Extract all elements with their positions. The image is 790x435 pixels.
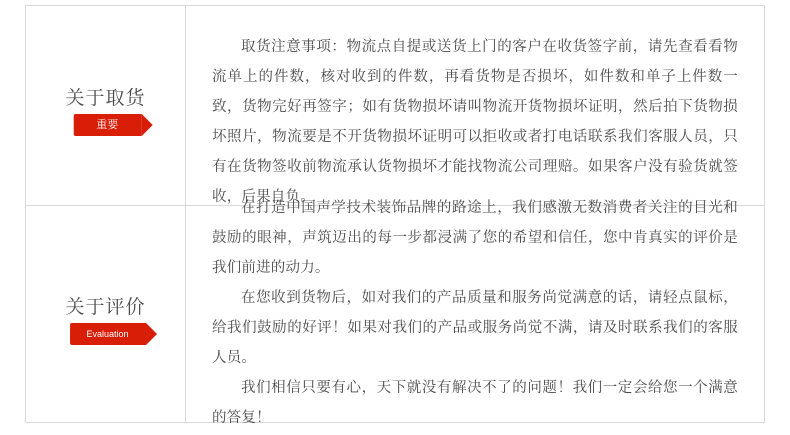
info-table	[25, 5, 765, 426]
evaluation-badge: Evaluation	[71, 323, 147, 345]
evaluation-text-cell	[186, 200, 764, 426]
label-inner	[65, 296, 146, 339]
table-row	[26, 200, 764, 426]
pickup-section-title: 关于取货	[65, 88, 146, 110]
pickup-label-cell	[26, 6, 186, 205]
evaluation-paragraph-3: 我们相信只要有心，天下就没有解决不了的问题！我们一定会给您一个满意的答复！	[212, 380, 738, 426]
evaluation-paragraph-1: 在打造中国声学技术装饰品牌的路途上，我们感激无数消费者关注的目光和鼓励的眼神，声筑迈出的每一步都浸满了您的希望和信任，您中肯真实的评价是我们前进的动力。	[212, 200, 738, 276]
evaluation-section-title: 关于评价	[65, 296, 146, 318]
evaluation-paragraph-2: 在您收到货物后，如对我们的产品质量和服务尚觉满意的话，请轻点鼠标，给我们鼓励的好评！如果对我们的产品或服务尚觉不满，请及时联系我们的客服人员。	[212, 290, 738, 366]
evaluation-label-cell	[26, 206, 186, 422]
pickup-paragraph: 取货注意事项：物流点自提或送货上门的客户在收货签字前，请先查看看物流单上的件数，核对收到的件数，再看货物是否损坏，如件数和单子上件数一致，货物完好再签字；如有货物损坏请叫物流开货物损坏证明，然后拍下货物损坏照片，物流要是不开货物损坏证明可以拒收或者打电话联系我们客服人员，只有在货物签收前物流承认货物损坏才能找物流公司理赔。如果客户没有验货就签收，后果自负。	[212, 39, 738, 205]
label-inner	[65, 88, 146, 132]
pickup-text-cell	[186, 6, 764, 205]
important-badge: 重要	[74, 114, 142, 136]
table-row	[26, 6, 764, 206]
